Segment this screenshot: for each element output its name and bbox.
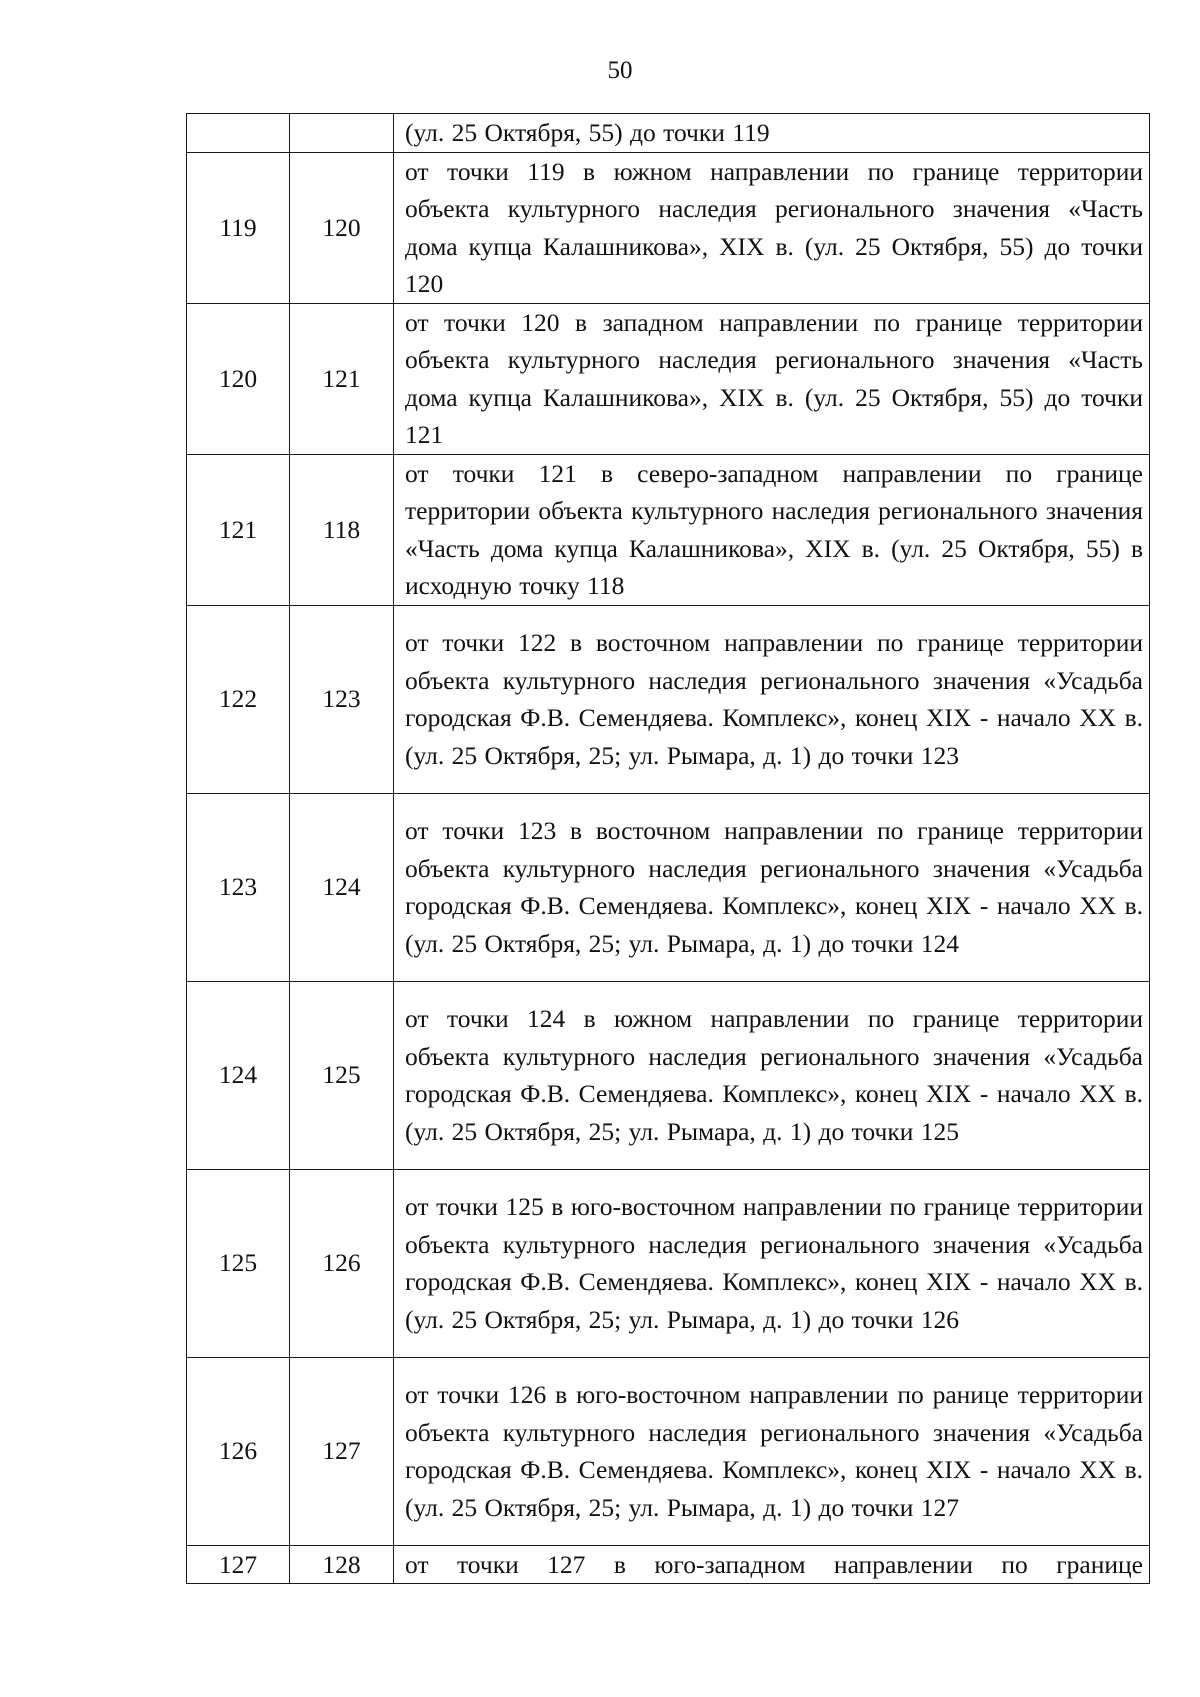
boundary-description-cell: (ул. 25 Октября, 55) до точки 119 bbox=[394, 114, 1150, 153]
boundary-description-cell: от точки 124 в южном направлении по границе территории объекта культурного наследия регионального значения «Усадьба городская Ф.В. Семендяева. Комплекс», конец XIX - начало XX в. (ул. 25 Октября, 25; ул. Рымара, д. 1) до точки 125 bbox=[394, 981, 1150, 1169]
to-point-cell: 120 bbox=[290, 152, 394, 303]
boundary-description-cell: от точки 120 в западном направлении по границе территории объекта культурного наследия регионального значения «Часть дома купца Калашникова», XIX в. (ул. 25 Октября, 55) до точки 121 bbox=[394, 303, 1150, 454]
to-point-cell: 118 bbox=[290, 454, 394, 605]
to-point-cell: 123 bbox=[290, 605, 394, 793]
table-row bbox=[187, 1357, 1150, 1545]
boundary-description-cell: от точки 121 в северо-западном направлении по границе территории объекта культурного наследия регионального значения «Часть дома купца Калашникова», XIX в. (ул. 25 Октября, 55) в исходную точку 118 bbox=[394, 454, 1150, 605]
table-row bbox=[187, 981, 1150, 1169]
to-point-cell: 127 bbox=[290, 1357, 394, 1545]
from-point-cell: 125 bbox=[187, 1169, 290, 1357]
table-row bbox=[187, 605, 1150, 793]
from-point-cell: 122 bbox=[187, 605, 290, 793]
from-point-cell: 124 bbox=[187, 981, 290, 1169]
to-point-cell: 124 bbox=[290, 793, 394, 981]
boundary-description-cell: от точки 123 в восточном направлении по границе территории объекта культурного наследия регионального значения «Усадьба городская Ф.В. Семендяева. Комплекс», конец XIX - начало XX в. (ул. 25 Октября, 25; ул. Рымара, д. 1) до точки 124 bbox=[394, 793, 1150, 981]
to-point-cell: 125 bbox=[290, 981, 394, 1169]
boundary-description-cell: от точки 122 в восточном направлении по границе территории объекта культурного наследия регионального значения «Усадьба городская Ф.В. Семендяева. Комплекс», конец XIX - начало XX в. (ул. 25 Октября, 25; ул. Рымара, д. 1) до точки 123 bbox=[394, 605, 1150, 793]
boundary-points-table bbox=[186, 113, 1150, 1584]
table-row bbox=[187, 1169, 1150, 1357]
from-point-cell: 119 bbox=[187, 152, 290, 303]
boundary-description-cell: от точки 119 в южном направлении по границе территории объекта культурного наследия регионального значения «Часть дома купца Калашникова», XIX в. (ул. 25 Октября, 55) до точки 120 bbox=[394, 152, 1150, 303]
from-point-cell: 127 bbox=[187, 1545, 290, 1584]
from-point-cell bbox=[187, 114, 290, 153]
boundary-description-cell: от точки 126 в юго-восточном направлении по ранице территории объекта культурного наследия регионального значения «Усадьба городская Ф.В. Семендяева. Комплекс», конец XIX - начало XX в. (ул. 25 Октября, 25; ул. Рымара, д. 1) до точки 127 bbox=[394, 1357, 1150, 1545]
table-row bbox=[187, 454, 1150, 605]
from-point-cell: 120 bbox=[187, 303, 290, 454]
to-point-cell bbox=[290, 114, 394, 153]
from-point-cell: 126 bbox=[187, 1357, 290, 1545]
table-row bbox=[187, 793, 1150, 981]
to-point-cell: 121 bbox=[290, 303, 394, 454]
to-point-cell: 128 bbox=[290, 1545, 394, 1584]
from-point-cell: 121 bbox=[187, 454, 290, 605]
page-number: 50 bbox=[607, 57, 633, 84]
to-point-cell: 126 bbox=[290, 1169, 394, 1357]
table-row bbox=[187, 1545, 1150, 1584]
table-row bbox=[187, 114, 1150, 153]
table-row bbox=[187, 303, 1150, 454]
table-row bbox=[187, 152, 1150, 303]
boundary-description-cell: от точки 125 в юго-восточном направлении по границе территории объекта культурного наследия регионального значения «Усадьба городская Ф.В. Семендяева. Комплекс», конец XIX - начало XX в. (ул. 25 Октября, 25; ул. Рымара, д. 1) до точки 126 bbox=[394, 1169, 1150, 1357]
from-point-cell: 123 bbox=[187, 793, 290, 981]
boundary-description-cell: от точки 127 в юго-западном направлении по границе bbox=[394, 1545, 1150, 1584]
